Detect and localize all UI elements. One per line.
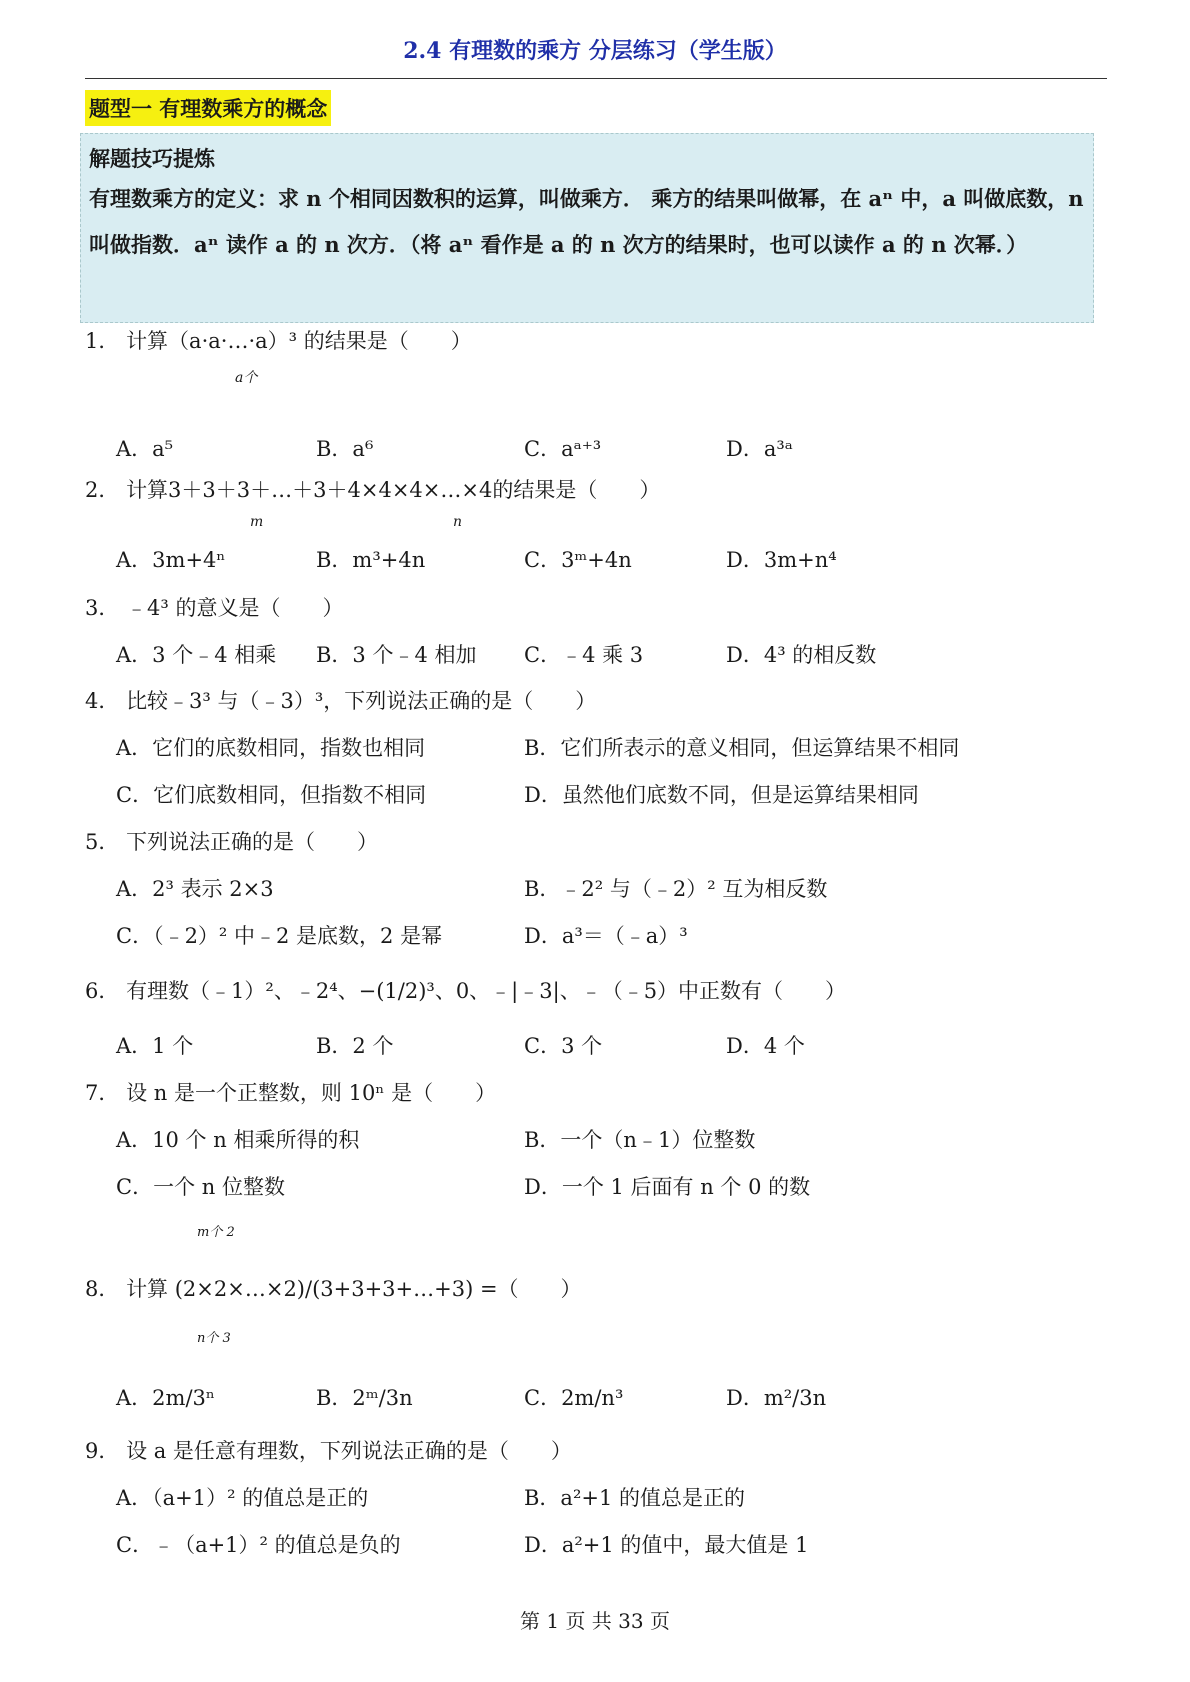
tips-body: 有理数乘方的定义：求 n 个相同因数积的运算，叫做乘方． 乘方的结果叫做幂，在 aⁿ 中，a 叫做底数，n 叫做指数．aⁿ 读作 a 的 n 次方．（将 aⁿ 看作是 a 的 n 次方的结果时，也可以读作 a 的 n 次幂．） (89, 186, 1084, 257)
q6-option-c[interactable]: C．3 个 (524, 1034, 603, 1058)
question-number: 6． (85, 979, 120, 1003)
question-text: 计算（a·a·…·a）³ 的结果是（ ） (126, 329, 472, 353)
q3-option-c[interactable]: C．﹣4 乘 3 (524, 643, 644, 667)
q6-option-d[interactable]: D．4 个 (726, 1034, 805, 1058)
under-label-n: n (453, 514, 463, 530)
question-text: 有理数（﹣1）²、﹣2⁴、−(1/2)³、0、﹣|﹣3|、﹣（﹣5）中正数有（ ） (126, 979, 847, 1003)
q2-option-a[interactable]: A．3m+4ⁿ (116, 548, 226, 572)
q9-option-b[interactable]: B．a²+1 的值总是正的 (524, 1486, 746, 1510)
q1-option-b[interactable]: B．a⁶ (316, 437, 374, 461)
q8-option-a[interactable]: A．2m/3ⁿ (116, 1386, 215, 1410)
question-9 (85, 1435, 572, 1465)
q3-option-a[interactable]: A．3 个﹣4 相乘 (116, 643, 277, 667)
question-8 (85, 1225, 582, 1346)
q4-option-d[interactable]: D．虽然他们底数不同，但是运算结果相同 (524, 783, 919, 807)
q4-option-a[interactable]: A．它们的底数相同，指数也相同 (116, 736, 426, 760)
question-4 (85, 685, 596, 715)
top-label: m个 2 (197, 1225, 235, 1240)
question-7 (85, 1077, 496, 1107)
q9-option-c[interactable]: C．﹣（a+1）² 的值总是负的 (116, 1533, 401, 1557)
question-number: 2． (85, 478, 120, 502)
question-5 (85, 826, 378, 856)
q6-option-b[interactable]: B．2 个 (316, 1034, 394, 1058)
question-text: 比较﹣3³ 与（﹣3）³，下列说法正确的是（ ） (126, 689, 597, 713)
title-divider (85, 78, 1107, 79)
q4-option-c[interactable]: C．它们底数相同，但指数不相同 (116, 783, 427, 807)
question-text: 设 n 是一个正整数，则 10ⁿ 是（ ） (126, 1081, 497, 1105)
q1-option-c[interactable]: C．aᵃ⁺³ (524, 437, 602, 461)
question-text: 下列说法正确的是（ ） (126, 830, 379, 854)
q9-option-a[interactable]: A．（a+1）² 的值总是正的 (116, 1486, 369, 1510)
q1-option-d[interactable]: D．a³ᵃ (726, 437, 793, 461)
under-label: a个 (235, 370, 258, 386)
q7-option-b[interactable]: B．一个（n﹣1）位整数 (524, 1128, 756, 1152)
question-number: 9． (85, 1439, 120, 1463)
q2-option-b[interactable]: B．m³+4n (316, 548, 426, 572)
tips-heading: 解题技巧提炼 (89, 146, 215, 171)
q1-option-a[interactable]: A．a⁵ (116, 437, 174, 461)
bottom-label: n个 3 (197, 1331, 231, 1346)
q5-option-b[interactable]: B．﹣2² 与（﹣2）² 互为相反数 (524, 877, 828, 901)
section-heading: 题型一 有理数乘方的概念 (85, 90, 331, 126)
q2-option-d[interactable]: D．3m+n⁴ (726, 548, 837, 572)
q3-option-b[interactable]: B．3 个﹣4 相加 (316, 643, 477, 667)
question-number: 1． (85, 329, 120, 353)
question-3 (85, 592, 344, 622)
q7-option-c[interactable]: C．一个 n 位整数 (116, 1175, 285, 1199)
q8-option-d[interactable]: D．m²/3n (726, 1386, 827, 1410)
q7-option-a[interactable]: A．10 个 n 相乘所得的积 (116, 1128, 360, 1152)
q8-option-c[interactable]: C．2m/n³ (524, 1386, 624, 1410)
question-2 (85, 474, 661, 530)
question-number: 5． (85, 830, 120, 854)
q8-option-b[interactable]: B．2ᵐ/3n (316, 1386, 413, 1410)
page-title: 2.4 有理数的乘方 分层练习（学生版） (403, 38, 787, 64)
question-number: 4． (85, 689, 120, 713)
question-text: ﹣4³ 的意义是（ ） (126, 596, 344, 620)
q4-option-b[interactable]: B．它们所表示的意义相同，但运算结果不相同 (524, 736, 960, 760)
question-number: 7． (85, 1081, 120, 1105)
q9-option-d[interactable]: D．a²+1 的值中，最大值是 1 (524, 1533, 809, 1557)
q5-option-c[interactable]: C．（﹣2）² 中﹣2 是底数，2 是幂 (116, 924, 443, 948)
question-1 (85, 325, 472, 386)
q7-option-d[interactable]: D．一个 1 后面有 n 个 0 的数 (524, 1175, 811, 1199)
q2-option-c[interactable]: C．3ᵐ+4n (524, 548, 632, 572)
question-text: 设 a 是任意有理数，下列说法正确的是（ ） (126, 1439, 572, 1463)
q3-option-d[interactable]: D．4³ 的相反数 (726, 643, 877, 667)
question-6 (85, 975, 846, 1005)
under-label-m: m (250, 514, 264, 530)
q5-option-d[interactable]: D．a³＝（﹣a）³ (524, 924, 688, 948)
tips-box (80, 133, 1094, 323)
question-text: 计算 (2×2×…×2)/(3+3+3+…+3) =（ ） (126, 1277, 582, 1301)
q5-option-a[interactable]: A．2³ 表示 2×3 (116, 877, 274, 901)
question-number: 8． (85, 1277, 120, 1301)
question-number: 3． (85, 596, 120, 620)
q6-option-a[interactable]: A．1 个 (116, 1034, 194, 1058)
question-text: 计算3＋3＋3＋…＋3＋4×4×4×…×4的结果是（ ） (126, 478, 661, 502)
page-footer: 第 1 页 共 33 页 (520, 1609, 670, 1633)
